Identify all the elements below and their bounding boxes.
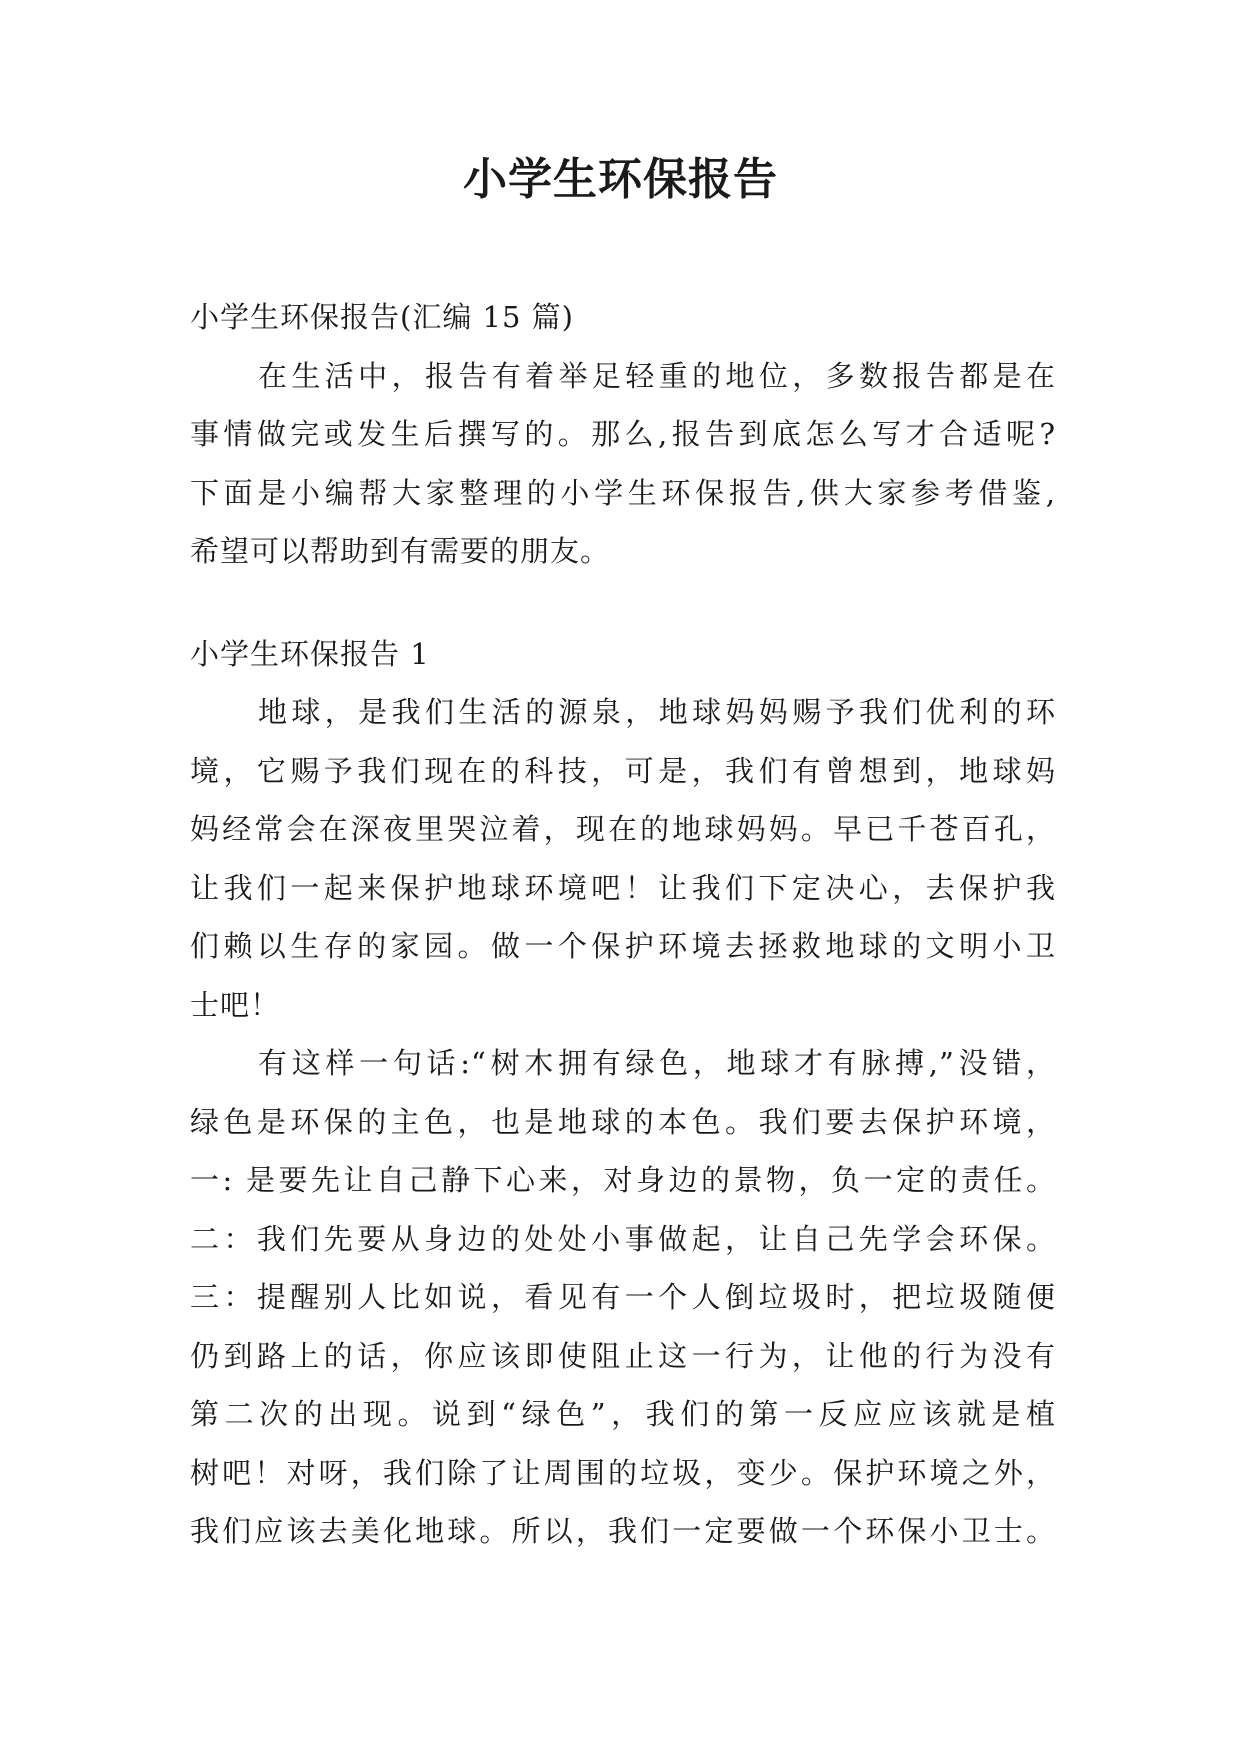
paragraph-line: 二：我们先要从身边的处处小事做起，让自己先学会环保。 xyxy=(190,1221,1056,1256)
section-spacer xyxy=(190,581,1056,625)
document-subtitle: 小学生环保报告(汇编 15 篇) xyxy=(190,300,574,334)
paragraph-line: 下面是小编帮大家整理的小学生环保报告,供大家参考借鉴, xyxy=(190,475,1056,510)
paragraph-line: 希望可以帮助到有需要的朋友。 xyxy=(190,534,611,568)
paragraph-line: 三：提醒别人比如说，看见有一个人倒垃圾时，把垃圾随便 xyxy=(190,1280,1056,1314)
paragraph-line: 我们应该去美化地球。所以，我们一定要做一个环保小卫士。 xyxy=(190,1514,1056,1548)
paragraph-line: 在生活中，报告有着举足轻重的地位，多数报告都是在 xyxy=(258,358,1056,393)
section-heading: 小学生环保报告 1 xyxy=(190,636,430,671)
document-body xyxy=(190,288,1056,1561)
paragraph-line: 有这样一句话:“树木拥有绿色，地球才有脉搏,”没错， xyxy=(258,1046,1056,1080)
intro-paragraph xyxy=(190,347,1056,581)
paragraph-line: 士吧！ xyxy=(190,987,281,1022)
paragraph-line: 境，它赐予我们现在的科技，可是，我们有曾想到，地球妈 xyxy=(190,753,1056,788)
section1-paragraph-1 xyxy=(190,683,1056,1034)
paragraph-line: 绿色是环保的主色，也是地球的本色。我们要去保护环境， xyxy=(190,1104,1056,1139)
paragraph-line: 一: 是要先让自己静下心来，对身边的景物，负一定的责任。 xyxy=(190,1163,1056,1197)
section1-paragraph-2 xyxy=(190,1034,1056,1561)
paragraph-line: 仍到路上的话，你应该即使阻止这一行为，让他的行为没有 xyxy=(190,1338,1056,1373)
paragraph-line: 树吧！对呀，我们除了让周围的垃圾，变少。保护环境之外， xyxy=(190,1455,1056,1490)
paragraph-line: 让我们一起来保护地球环境吧！让我们下定决心，去保护我 xyxy=(190,870,1056,905)
paragraph-line: 地球，是我们生活的源泉，地球妈妈赐予我们优利的环 xyxy=(258,695,1056,729)
paragraph-line: 事情做完或发生后撰写的。那么,报告到底怎么写才合适呢? xyxy=(190,417,1056,451)
paragraph-line: 妈经常会在深夜里哭泣着，现在的地球妈妈。早已千苍百孔， xyxy=(190,812,1056,846)
paragraph-line: 们赖以生存的家园。做一个保护环境去拯救地球的文明小卫 xyxy=(190,929,1056,963)
page-title: 小学生环保报告 xyxy=(463,154,778,205)
paragraph-line: 第二次的出现。说到“绿色”，我们的第一反应应该就是植 xyxy=(190,1397,1056,1431)
